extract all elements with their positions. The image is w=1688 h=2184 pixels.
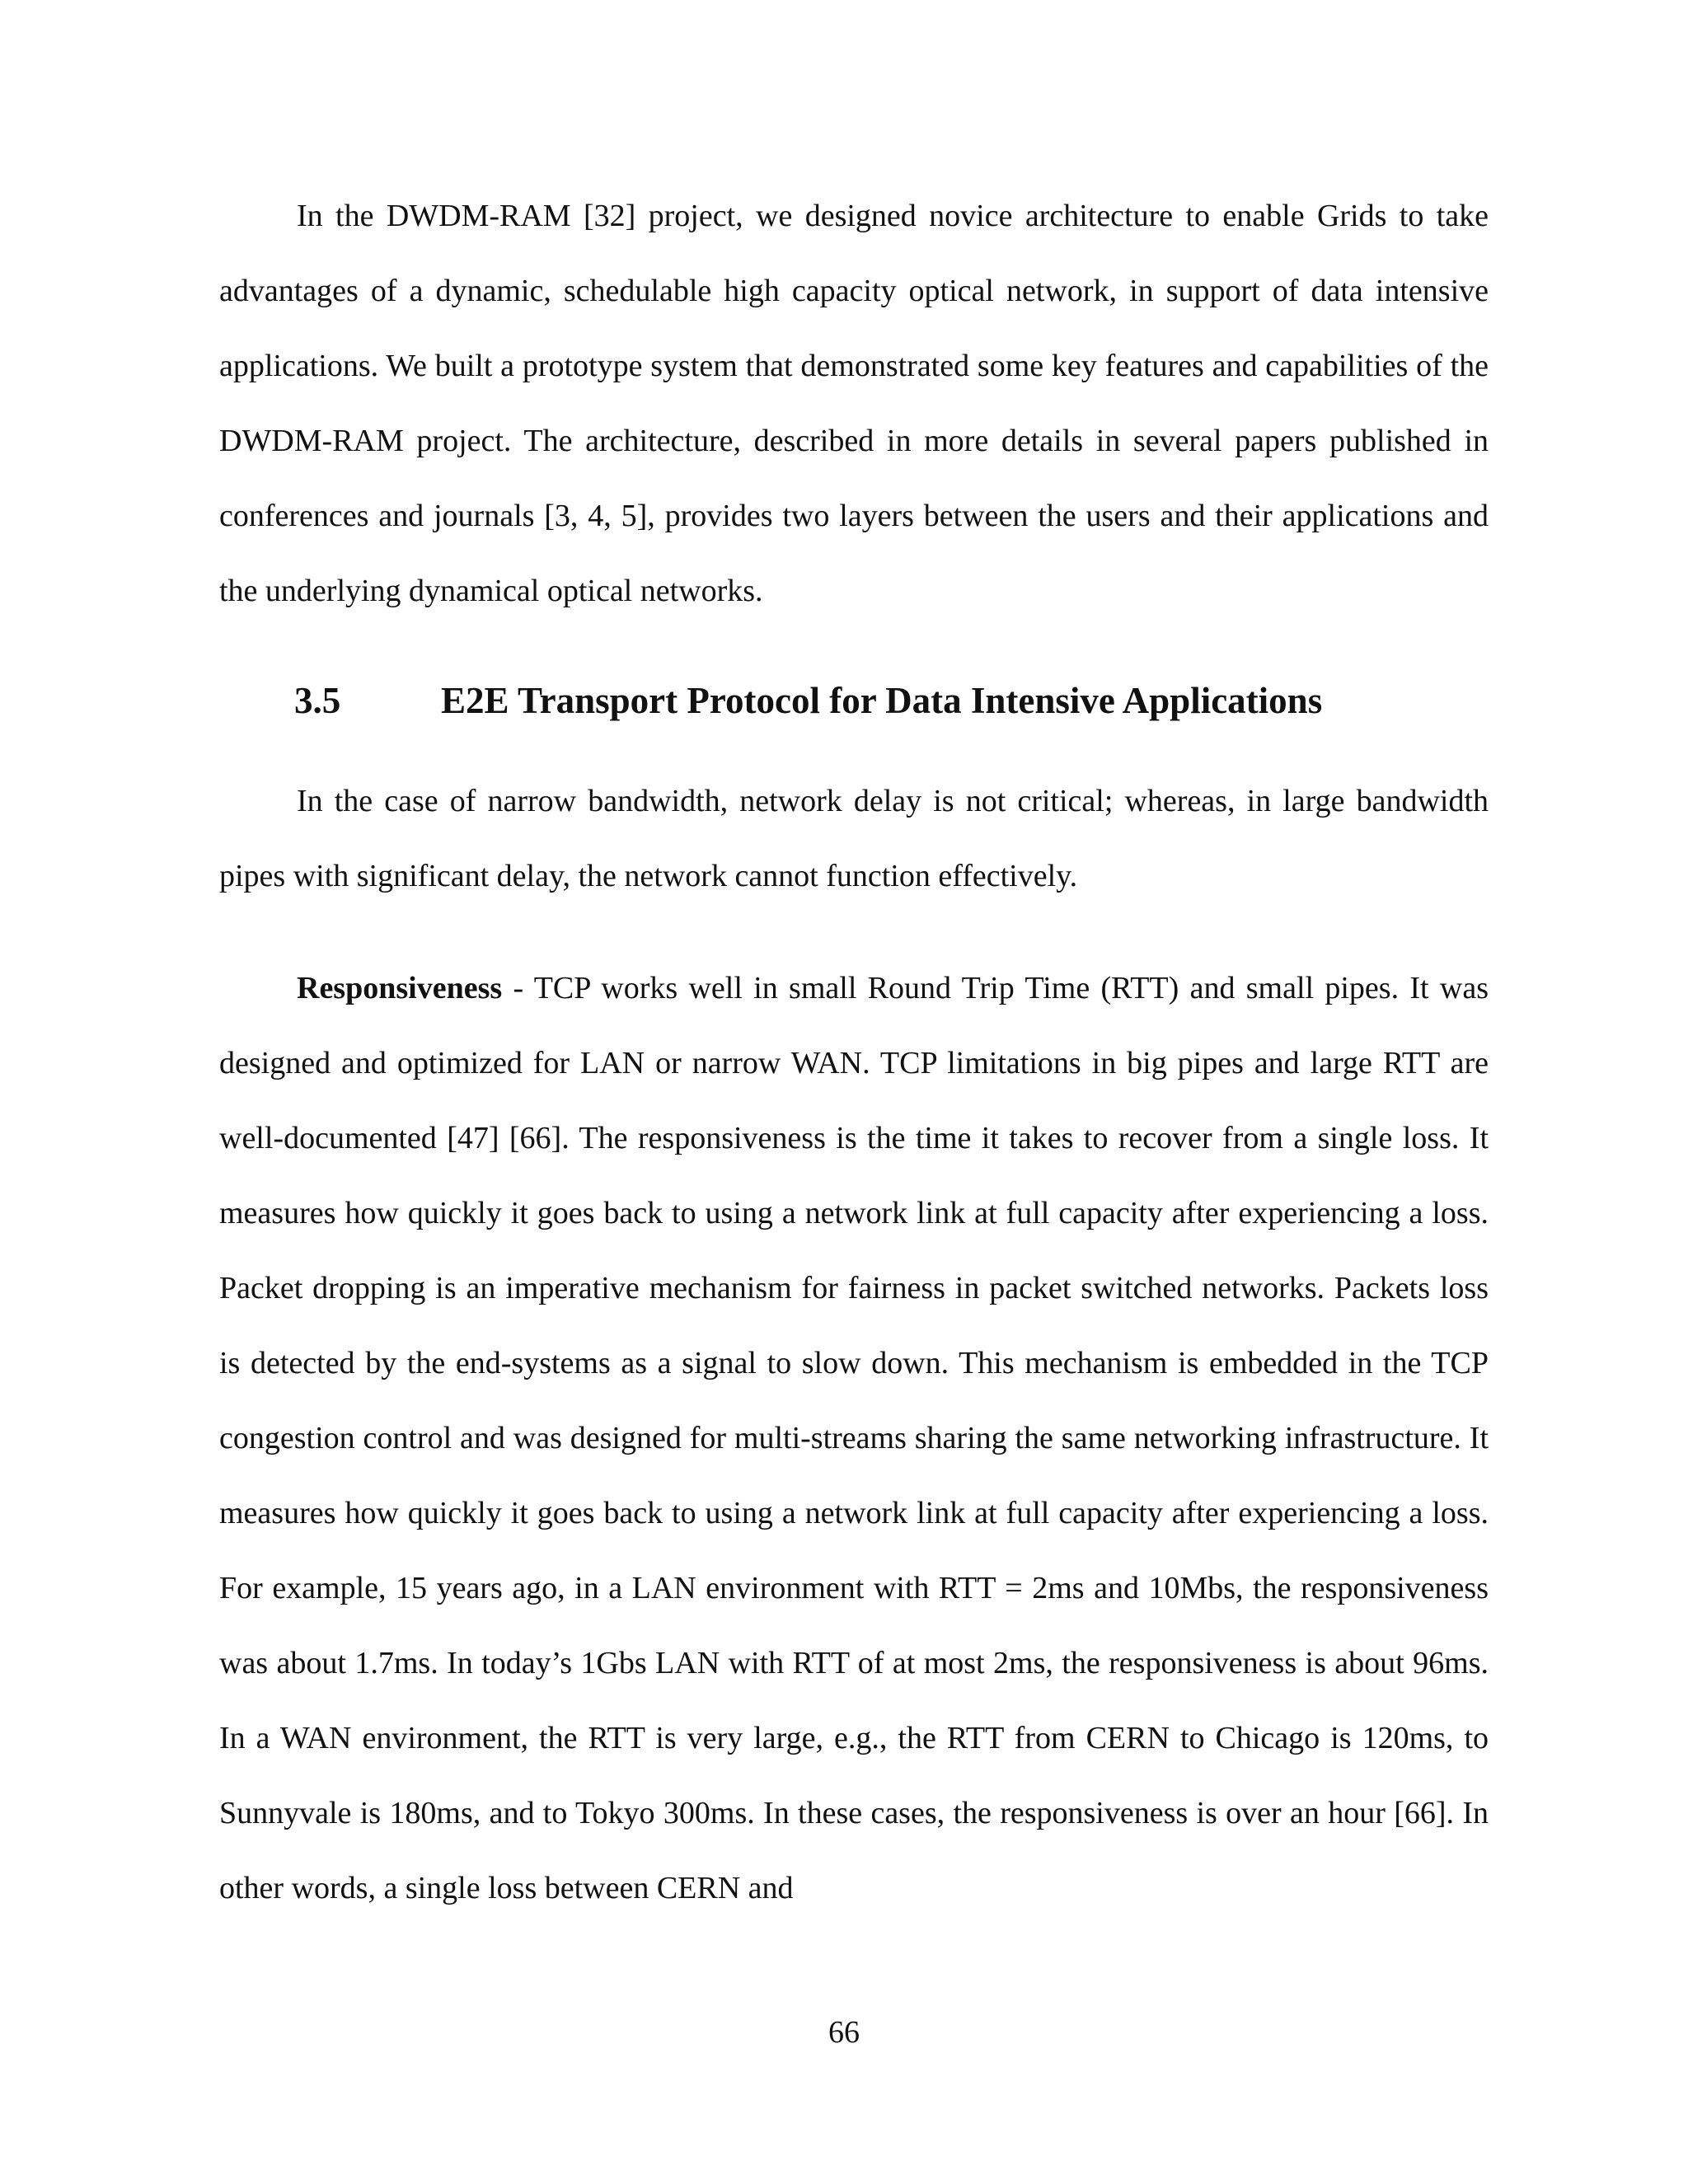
responsiveness-body: - TCP works well in small Round Trip Time (RTT) and small pipes. It was designed and optimized for LAN or narrow WAN. TCP limitations in big pipes and large RTT are well-documented [47] [66]. The responsiveness is the time it takes to recover from a single loss. It measures how quickly it goes back to using a network link at full capacity after experiencing a loss. Packet dropping is an imperative mechanism for fairness in packet switched networks. Packets loss is detected by the end-systems as a signal to slow down. This mechanism is embedded in the TCP congestion control and was designed for multi-streams sharing the same networking infrastructure. It measures how quickly it goes back to using a network link at full capacity after experiencing a loss. For example, 15 years ago, in a LAN environment with RTT = 2ms and 10Mbs, the responsiveness was about 1.7ms. In today’s 1Gbs LAN with RTT of at most 2ms, the responsiveness is about 96ms. In a WAN environment, the RTT is very large, e.g., the RTT from CERN to Chicago is 120ms, to Sunnyvale is 180ms, and to Tokyo 300ms. In these cases, the responsiveness is over an hour [66]. In other words, a single loss between CERN and	[219, 971, 1489, 1905]
section-number: 3.5	[294, 680, 341, 721]
paragraph-dwdm-ram: In the DWDM-RAM [32] project, we designed novice architecture to enable Grids to take advantages of a dynamic, schedulable high capacity optical network, in support of data intensive applications. We built a prototype system that demonstrated some key features and capabilities of the DWDM-RAM project. The architecture, described in more details in several papers published in conferences and journals [3, 4, 5], provides two layers between the users and their applications and the underlying dynamical optical networks.	[219, 199, 1489, 608]
section-title: E2E Transport Protocol for Data Intensive Applications	[441, 680, 1323, 721]
section-heading	[294, 676, 1322, 725]
paragraph-bandwidth: In the case of narrow bandwidth, network delay is not critical; whereas, in large bandwidth pipes with significant delay, the network cannot function effectively.	[219, 784, 1489, 893]
paragraph-responsiveness	[219, 951, 1489, 1926]
responsiveness-term: Responsiveness	[297, 971, 503, 1005]
page-number: 66	[828, 2015, 860, 2050]
